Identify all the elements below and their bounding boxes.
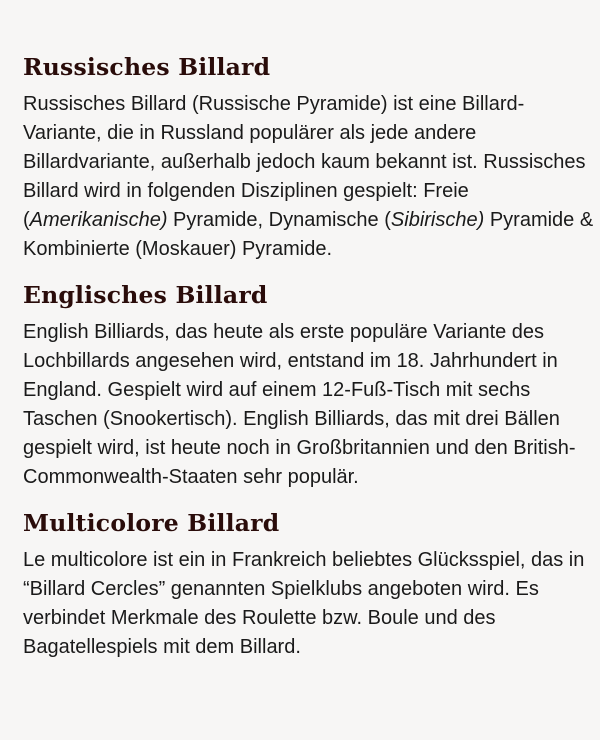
body-text-segment: Russisches Billard (Russische Pyramide) ist eine Billard-Variante, die in Russland populärer als jede andere Billardvariante, außerhalb jedoch kaum bekannt ist. Russisches Billard wird in folgenden Disziplinen gespielt: Freie ( bbox=[23, 93, 586, 231]
article-content bbox=[23, 53, 595, 662]
body-text-segment-italic: Amerikanische) bbox=[29, 209, 168, 231]
section-body-englisches-billard bbox=[23, 318, 595, 492]
section-body-multicolore-billard bbox=[23, 546, 595, 662]
body-text-segment: English Billiards, das heute als erste populäre Variante des Lochbillards angesehen wird, entstand im 18. Jahrhundert in England. Gespielt wird auf einem 12-Fuß-Tisch mit sechs Taschen (Snookertisch). English Billiards, das mit drei Bällen gespielt wird, ist heute noch in Großbritannien und den British-Commonwealth-Staaten sehr populär. bbox=[23, 321, 576, 488]
body-text-segment: Le multicolore ist ein in Frankreich beliebtes Glücksspiel, das in “Billard Cercles” genannten Spielklubs angeboten wird. Es verbindet Merkmale des Roulette bzw. Boule und des Bagatellespiels mit dem Billard. bbox=[23, 549, 585, 658]
section-body-russisches-billard bbox=[23, 90, 595, 264]
body-text-segment: Pyramide & Kombinierte (Moskauer) Pyramide. bbox=[23, 209, 594, 260]
section-title-multicolore-billard: Multicolore Billard bbox=[23, 509, 280, 537]
body-text-segment: Pyramide, Dynamische ( bbox=[167, 209, 391, 231]
section-title-russisches-billard: Russisches Billard bbox=[23, 53, 271, 81]
body-text-segment-italic: Sibirische) bbox=[390, 209, 485, 231]
section-title-englisches-billard: Englisches Billard bbox=[23, 281, 268, 309]
